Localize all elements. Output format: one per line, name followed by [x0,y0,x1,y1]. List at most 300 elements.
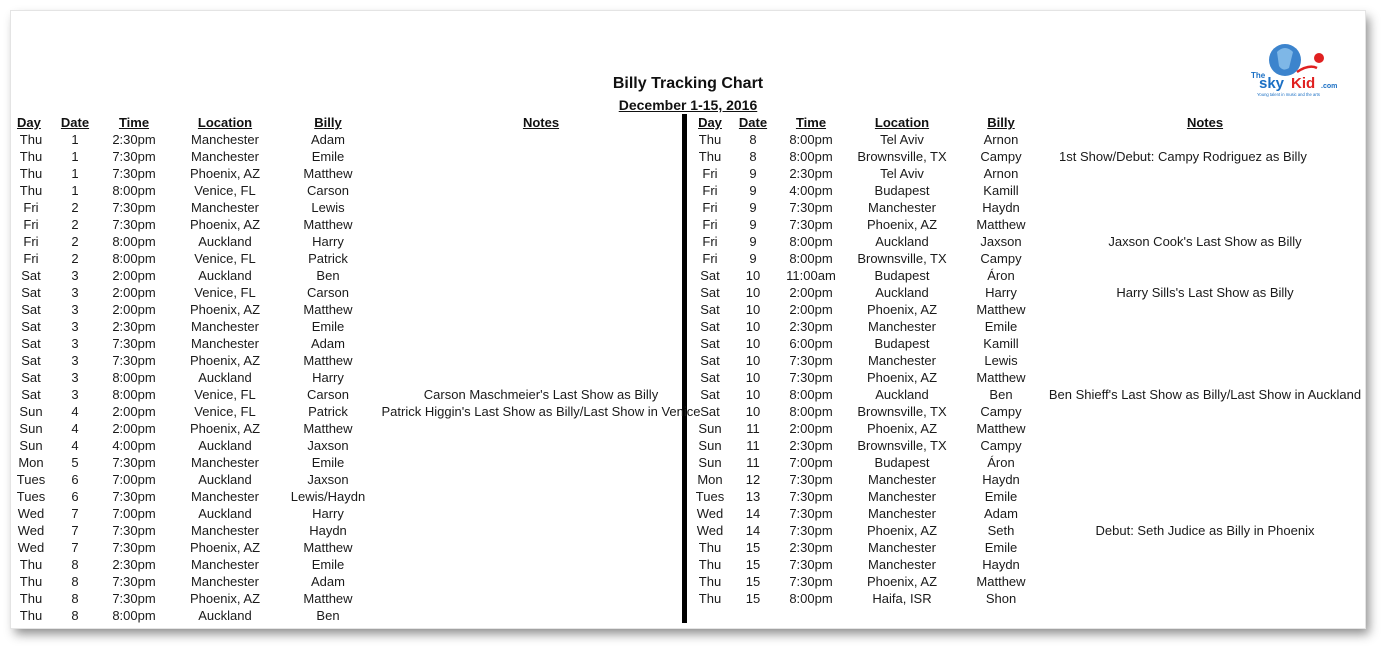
cell-time: 2:30pm [112,319,156,334]
cell-time: 7:30pm [789,574,833,589]
header-billy: Billy [987,115,1015,130]
cell-day: Sun [19,404,43,419]
cell-day: Thu [19,149,43,164]
cell-time: 8:00pm [112,608,156,623]
table-row [11,522,707,539]
cell-billy: Jaxson [980,234,1022,249]
cell-date: 9 [749,217,757,232]
cell-date: 15 [745,591,761,606]
cell-billy: Campy [980,149,1022,164]
cell-day: Sat [21,302,41,317]
cell-notes [375,556,707,573]
cell-billy: Ben [316,268,340,283]
cell-notes [1045,267,1365,284]
cell-day: Sat [21,336,41,351]
cell-location: Phoenix, AZ [189,217,261,232]
cell-time: 7:30pm [112,217,156,232]
cell-location: Phoenix, AZ [189,421,261,436]
header-row [11,114,707,131]
cell-notes: 1st Show/Debut: Campy Rodriguez as Billy [1059,149,1307,164]
cell-billy: Seth [987,523,1015,538]
cell-billy: Harry [312,234,344,249]
svg-text:The: The [1251,71,1266,80]
cell-day: Sat [700,268,720,283]
cell-location: Phoenix, AZ [866,370,938,385]
table-row [689,148,1365,165]
table-row [689,352,1365,369]
cell-billy: Carson [307,387,349,402]
cell-date: 2 [71,234,79,249]
cell-notes [1045,471,1365,488]
cell-notes [375,590,707,607]
cell-time: 2:30pm [789,166,833,181]
table-row [11,539,707,556]
cell-location: Haifa, ISR [872,591,932,606]
cell-day: Fri [23,251,39,266]
cell-date: 3 [71,302,79,317]
cell-time: 4:00pm [789,183,833,198]
cell-day: Fri [702,234,718,249]
cell-notes [1045,352,1365,369]
header-notes: Notes [522,115,560,130]
cell-time: 2:00pm [789,302,833,317]
cell-notes [1045,539,1365,556]
cell-time: 7:30pm [112,149,156,164]
cell-time: 2:30pm [789,540,833,555]
cell-notes [1045,182,1365,199]
table-row [689,539,1365,556]
cell-date: 4 [71,421,79,436]
cell-day: Fri [702,166,718,181]
cell-billy: Harry [985,285,1017,300]
cell-date: 1 [71,149,79,164]
cell-billy: Patrick [308,251,348,266]
cell-time: 2:30pm [789,319,833,334]
cell-location: Auckland [198,438,252,453]
table-row [11,284,707,301]
cell-location: Manchester [868,472,936,487]
table-row [11,250,707,267]
cell-time: 7:30pm [789,506,833,521]
cell-location: Manchester [191,489,259,504]
cell-day: Sat [21,268,41,283]
cell-notes [375,131,707,148]
cell-date: 10 [745,268,761,283]
cell-notes [375,488,707,505]
cell-billy: Matthew [976,421,1026,436]
cell-date: 10 [745,353,761,368]
cell-location: Manchester [191,455,259,470]
cell-billy: Emile [311,455,345,470]
cell-location: Phoenix, AZ [866,574,938,589]
header-day: Day [17,115,41,130]
cell-location: Manchester [191,132,259,147]
cell-notes [1045,131,1365,148]
cell-billy: Shon [985,591,1017,606]
cell-day: Thu [19,591,43,606]
cell-billy: Jaxson [307,472,349,487]
cell-notes [375,284,707,301]
table-row [689,301,1365,318]
cell-billy: Haydn [982,472,1020,487]
cell-day: Sat [700,404,720,419]
cell-location: Brownsville, TX [857,404,947,419]
table-row [689,182,1365,199]
cell-date: 8 [749,149,757,164]
cell-notes [1045,573,1365,590]
table-row [11,131,707,148]
table-row [11,505,707,522]
cell-time: 7:30pm [789,472,833,487]
cell-billy: Patrick [308,404,348,419]
cell-time: 7:00pm [789,455,833,470]
cell-notes [1045,556,1365,573]
cell-notes [375,301,707,318]
table-row [689,216,1365,233]
tracking-sheet [11,11,1365,628]
table-row [689,335,1365,352]
cell-time: 7:30pm [789,370,833,385]
cell-notes [1045,488,1365,505]
cell-date: 9 [749,183,757,198]
svg-text:sky: sky [1259,75,1285,92]
cell-date: 9 [749,166,757,181]
cell-billy: Adam [311,574,345,589]
cell-notes [375,607,707,624]
cell-day: Thu [698,540,722,555]
cell-notes [375,148,707,165]
cell-day: Sat [700,319,720,334]
cell-time: 7:30pm [789,489,833,504]
cell-location: Auckland [875,234,929,249]
cell-notes [375,318,707,335]
table-row [689,284,1365,301]
table-row [11,267,707,284]
cell-date: 2 [71,251,79,266]
cell-billy: Campy [980,251,1022,266]
cell-billy: Matthew [303,421,353,436]
cell-notes [1045,505,1365,522]
cell-day: Tues [16,472,46,487]
header-notes: Notes [1186,115,1224,130]
cell-date: 10 [745,404,761,419]
cell-location: Auckland [198,472,252,487]
table-row [689,233,1365,250]
cell-billy: Matthew [976,574,1026,589]
cell-time: 7:30pm [789,200,833,215]
table-row [11,386,707,403]
cell-date: 7 [71,540,79,555]
cell-billy: Kamill [983,336,1019,351]
cell-location: Tel Aviv [880,166,924,181]
cell-location: Manchester [868,506,936,521]
cell-notes: Debut: Seth Judice as Billy in Phoenix [1095,523,1315,538]
cell-date: 3 [71,319,79,334]
cell-day: Thu [698,557,722,572]
table-row [11,165,707,182]
cell-date: 10 [745,319,761,334]
cell-time: 7:30pm [789,217,833,232]
table-row [689,420,1365,437]
cell-location: Venice, FL [194,387,256,402]
cell-date: 13 [745,489,761,504]
cell-time: 7:30pm [112,336,156,351]
cell-time: 8:00pm [112,370,156,385]
svg-text:Young talent in music and the: Young talent in music and the arts [1257,92,1320,97]
cell-billy: Ben [316,608,340,623]
cell-day: Sun [698,438,722,453]
table-row [11,182,707,199]
cell-location: Manchester [191,557,259,572]
cell-location: Manchester [191,523,259,538]
cell-location: Brownsville, TX [857,251,947,266]
cell-location: Brownsville, TX [857,438,947,453]
cell-day: Sat [700,336,720,351]
cell-day: Fri [23,200,39,215]
cell-date: 3 [71,285,79,300]
cell-location: Manchester [191,149,259,164]
cell-notes [375,437,707,454]
table-row [11,233,707,250]
cell-day: Fri [23,234,39,249]
cell-time: 7:00pm [112,472,156,487]
cell-day: Wed [17,540,45,555]
header-location: Location [197,115,253,130]
table-row [689,471,1365,488]
cell-time: 8:00pm [789,404,833,419]
cell-notes: Jaxson Cook's Last Show as Billy [1108,234,1302,249]
table-row [11,573,707,590]
cell-day: Thu [19,574,43,589]
cell-day: Wed [696,523,724,538]
cell-notes [375,505,707,522]
cell-notes [375,471,707,488]
cell-location: Phoenix, AZ [189,591,261,606]
cell-billy: Jaxson [307,438,349,453]
table-row [11,301,707,318]
cell-date: 9 [749,200,757,215]
cell-location: Venice, FL [194,404,256,419]
table-row [689,437,1365,454]
cell-location: Phoenix, AZ [189,540,261,555]
table-row [689,573,1365,590]
cell-location: Manchester [191,200,259,215]
cell-notes [375,522,707,539]
table-row [11,607,707,624]
cell-date: 12 [745,472,761,487]
cell-location: Auckland [198,506,252,521]
cell-day: Wed [17,523,45,538]
cell-notes [375,250,707,267]
cell-time: 7:30pm [789,523,833,538]
cell-location: Manchester [868,489,936,504]
cell-notes: Harry Sills's Last Show as Billy [1116,285,1294,300]
cell-day: Sat [700,302,720,317]
chart-title: Billy Tracking Chart [612,75,764,92]
cell-time: 6:00pm [789,336,833,351]
cell-notes [375,573,707,590]
cell-notes [1045,454,1365,471]
table-row [11,369,707,386]
cell-location: Venice, FL [194,183,256,198]
cell-location: Auckland [198,268,252,283]
cell-time: 7:30pm [112,353,156,368]
cell-day: Sat [21,370,41,385]
cell-billy: Matthew [976,370,1026,385]
cell-date: 15 [745,557,761,572]
table-row [11,216,707,233]
cell-billy: Matthew [303,302,353,317]
cell-time: 8:00pm [789,387,833,402]
cell-location: Venice, FL [194,285,256,300]
cell-billy: Arnon [983,132,1019,147]
cell-location: Manchester [191,319,259,334]
cell-time: 7:00pm [112,506,156,521]
cell-date: 10 [745,302,761,317]
cell-day: Thu [19,183,43,198]
cell-location: Phoenix, AZ [866,421,938,436]
cell-date: 15 [745,574,761,589]
cell-date: 5 [71,455,79,470]
cell-day: Sat [21,387,41,402]
logo-head-icon [1314,53,1324,63]
cell-location: Manchester [868,200,936,215]
svg-text:Kid: Kid [1291,75,1316,92]
cell-notes [1045,199,1365,216]
cell-billy: Matthew [976,302,1026,317]
table-row [11,454,707,471]
cell-time: 7:30pm [112,455,156,470]
cell-day: Fri [702,183,718,198]
header-location: Location [874,115,930,130]
cell-notes [375,539,707,556]
schedule-table-left [11,114,707,624]
cell-date: 15 [745,540,761,555]
cell-notes: Carson Maschmeier's Last Show as Billy [423,387,659,402]
cell-notes [1045,165,1365,182]
cell-date: 11 [746,455,760,470]
cell-day: Thu [19,608,43,623]
header-billy: Billy [314,115,342,130]
cell-location: Manchester [868,540,936,555]
table-row [11,590,707,607]
cell-notes [375,233,707,250]
cell-time: 7:30pm [112,200,156,215]
cell-time: 4:00pm [112,438,156,453]
cell-date: 3 [71,387,79,402]
cell-time: 7:30pm [789,353,833,368]
table-row [11,471,707,488]
table-row [11,318,707,335]
cell-location: Budapest [874,455,930,470]
schedule-table-right [689,114,1365,607]
table-row [689,556,1365,573]
cell-day: Thu [698,591,722,606]
cell-notes [375,182,707,199]
cell-day: Sat [21,285,41,300]
cell-date: 1 [71,132,79,147]
cell-day: Wed [696,506,724,521]
cell-billy: Matthew [303,217,353,232]
cell-day: Sat [21,353,41,368]
cell-billy: Matthew [303,591,353,606]
cell-billy: Carson [307,183,349,198]
cell-day: Sat [700,387,720,402]
cell-date: 3 [71,353,79,368]
cell-billy: Campy [980,438,1022,453]
cell-date: 6 [71,489,79,504]
cell-time: 7:30pm [112,591,156,606]
cell-notes [375,369,707,386]
cell-day: Fri [23,217,39,232]
table-row [11,437,707,454]
table-row [689,267,1365,284]
cell-billy: Harry [312,370,344,385]
header-time: Time [795,115,827,130]
cell-date: 3 [71,336,79,351]
cell-day: Thu [19,557,43,572]
cell-date: 8 [749,132,757,147]
header-day: Day [698,115,722,130]
cell-notes [375,454,707,471]
cell-notes [1045,420,1365,437]
cell-billy: Adam [311,132,345,147]
cell-date: 9 [749,251,757,266]
cell-location: Manchester [868,557,936,572]
cell-day: Sat [21,319,41,334]
cell-time: 7:30pm [112,540,156,555]
table-row [689,403,1365,420]
cell-location: Budapest [874,268,930,283]
theskykid-logo [1251,38,1355,110]
cell-billy: Campy [980,404,1022,419]
cell-day: Sun [19,421,43,436]
cell-billy: Matthew [303,166,353,181]
cell-billy: Áron [987,268,1015,283]
cell-notes: Patrick Higgin's Last Show as Billy/Last Show in Venice [381,404,701,419]
cell-location: Phoenix, AZ [189,302,261,317]
cell-billy: Ben [989,387,1013,402]
cell-day: Sat [700,353,720,368]
cell-billy: Matthew [303,540,353,555]
cell-date: 3 [71,370,79,385]
cell-day: Fri [702,251,718,266]
cell-notes [1045,301,1365,318]
cell-time: 8:00pm [789,234,833,249]
cell-location: Manchester [191,574,259,589]
cell-date: 8 [71,574,79,589]
chart-subtitle: December 1-15, 2016 [618,97,758,113]
table-row [11,148,707,165]
cell-time: 2:30pm [112,557,156,572]
table-row [689,250,1365,267]
cell-billy: Harry [312,506,344,521]
table-row [689,590,1365,607]
cell-day: Tues [16,489,46,504]
cell-time: 2:00pm [789,421,833,436]
cell-time: 8:00pm [112,387,156,402]
cell-date: 14 [745,523,761,538]
cell-location: Auckland [198,370,252,385]
cell-notes [375,335,707,352]
cell-time: 7:30pm [112,523,156,538]
cell-location: Auckland [198,234,252,249]
cell-notes [375,420,707,437]
cell-time: 7:30pm [112,489,156,504]
cell-date: 1 [71,183,79,198]
cell-day: Thu [19,166,43,181]
cell-notes [1045,216,1365,233]
